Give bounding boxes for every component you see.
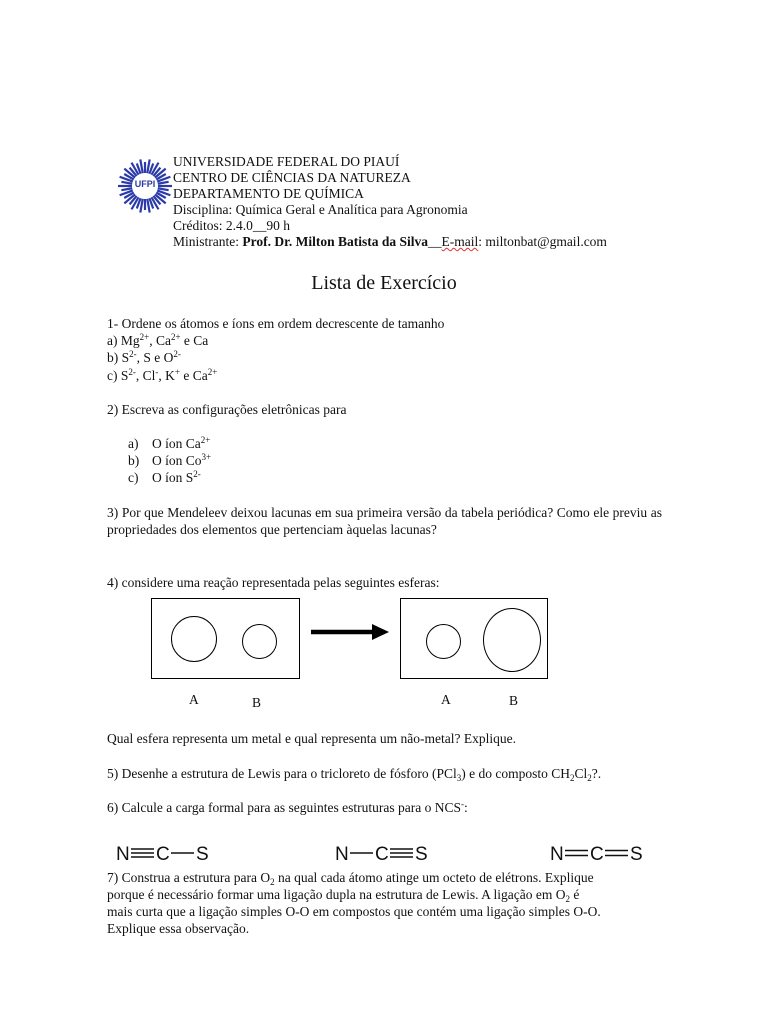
label-b-product: B <box>509 693 519 708</box>
email-value: : miltonbat@gmail.com <box>478 234 607 249</box>
q7-line-4: Explique essa observação. <box>107 921 250 936</box>
sphere-a-product <box>426 624 461 659</box>
atom-N: N <box>335 844 349 865</box>
page-title: Lista de Exercício <box>311 272 457 294</box>
instructor-prefix: Ministrante: <box>173 234 243 249</box>
sphere-a-reactant <box>171 616 217 662</box>
label-a-product: A <box>441 692 451 707</box>
ufpi-logo <box>117 158 173 214</box>
department-name: DEPARTAMENTO DE QUÍMICA <box>173 186 364 201</box>
q6-prompt: 6) Calcule a carga formal para as seguintes estruturas para o NCS-: <box>107 799 468 815</box>
q1-item-a: a) $Mg^{2+}$, $Ca^{2+}$ e Ca <box>107 332 209 348</box>
atom-S: S <box>196 844 209 865</box>
q7-text <box>107 869 662 937</box>
q7-line-3: mais curta que a ligação simples O-O em compostos que contém uma ligação simples O-O. <box>107 904 601 919</box>
email-label: E-mail <box>441 234 479 249</box>
q2-prompt: 2) Escreva as configurações eletrônicas para <box>107 402 347 417</box>
q1-prompt: 1- Ordene os átomos e íons em ordem decrescente de tamanho <box>107 316 445 331</box>
q5-text: 5) Desenhe a estrutura de Lewis para o tricloreto de fósforo (PCl$_3$) e do composto $CH_2Cl_2$?. <box>107 766 602 783</box>
sphere-b-reactant <box>242 624 277 659</box>
q7-line-2: porque é necessário formar uma ligação dupla na estrutura de Lewis. A ligação em $O_2$ é <box>107 887 580 904</box>
q2-item-b: b) O íon $Co^{3+}$ <box>128 452 212 468</box>
atom-C: C <box>156 844 170 865</box>
q2-item-a: a) O íon $Ca^{2+}$ <box>128 435 211 451</box>
right-arrow-icon <box>310 622 390 642</box>
center-name: CENTRO DE CIÊNCIAS DA NATUREZA <box>173 170 411 185</box>
q7-line-1: 7) Construa a estrutura para $O_2$ na qual cada átomo atinge um octeto de elétrons. Explique <box>107 870 594 887</box>
logo-text: UFPI <box>134 179 156 189</box>
q1-item-c: c) $S^{2-}$, Cl-, K+ e $Ca^{2+}$ <box>107 367 218 383</box>
atom-S: S <box>415 844 428 865</box>
q2-item-c: c) O íon $S^{2-}$ <box>128 469 201 485</box>
atom-N: N <box>116 844 130 865</box>
product-box <box>400 598 548 679</box>
atom-C: C <box>375 844 389 865</box>
q1-item-b: b) $S^{2-}$, S e $O^{2-}$ <box>107 349 181 365</box>
label-b-reactant: B <box>252 695 262 710</box>
sphere-b-product <box>483 608 541 672</box>
lewis-structures-svg <box>0 838 768 868</box>
email-separator: __ <box>428 234 442 249</box>
atom-N: N <box>550 844 564 865</box>
q4-question: Qual esfera representa um metal e qual representa um não-metal? Explique. <box>107 731 516 746</box>
university-name: UNIVERSIDADE FEDERAL DO PIAUÍ <box>173 154 400 169</box>
label-a-reactant: A <box>189 692 199 707</box>
reactant-box <box>151 598 300 679</box>
q3-text: 3) Por que Mendeleev deixou lacunas em sua primeira versão da tabela periódica? Como ele previu as propriedades dos elementos que pertenciam àquelas lacunas? <box>107 505 662 537</box>
reaction-arrow <box>310 622 390 642</box>
q4-prompt: 4) considere uma reação representada pelas seguintes esferas: <box>107 575 440 590</box>
instructor-name: Prof. Dr. Milton Batista da Silva <box>242 234 429 249</box>
credits: Créditos: 2.4.0__90 h <box>173 218 290 233</box>
atom-S: S <box>630 844 643 865</box>
instructor-line <box>173 234 607 250</box>
atom-C: C <box>590 844 604 865</box>
discipline: Disciplina: Química Geral e Analítica para Agronomia <box>173 202 468 217</box>
lewis-structures <box>0 838 768 868</box>
